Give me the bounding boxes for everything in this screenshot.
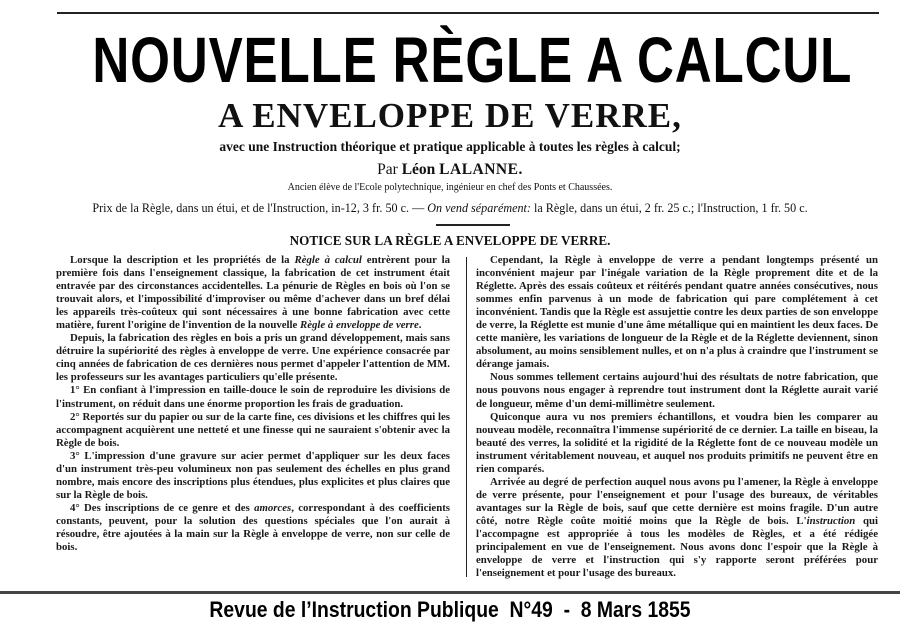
text-run-italic: instruction (806, 514, 856, 527)
left-column (56, 254, 450, 554)
text-run-italic: Règle à calcul (294, 254, 362, 266)
text-run: qui l'accompagne est appropriée à tous les modèles de Règles, et a été rédigée principalement en vue de l'enseignement. Nous avons donc l'espoir que la Règle à enveloppe de verre et l'instruction qui s'y rapporte seront préférées pour l'enseignement et pour l'usage des bureaux. (476, 514, 878, 580)
text-run-italic: Règle à enveloppe de verre (300, 319, 419, 332)
price-separate: la Règle, dans un étui, 2 fr. 25 c.; l'Instruction, 1 fr. 50 c. (534, 201, 808, 215)
paragraph: Depuis, la fabrication des règles en bois a pris un grand développement, mais sans détruire la supériorité des règles à enveloppe de verre. Une expérience consacrée par cinq années de fabrication de ces dernières nous permet d'appeler l'attention de MM. les professeurs sur les avantages particuliers qu'elle présente. (56, 332, 450, 384)
right-column (476, 254, 878, 580)
paragraph (56, 254, 450, 332)
top-rule (57, 12, 879, 14)
column-divider (466, 257, 467, 577)
text-run: , correspondant à des coefficients constants, peuvent, pour la solution des questions spéciales que l'on aurait à résoudre, être ajoutées à la main sur la Règle à enveloppe de verre, non sur celle de bois. (56, 501, 450, 554)
author-line (0, 161, 900, 179)
notice-title: NOTICE SUR LA RÈGLE A ENVELOPPE DE VERRE. (289, 234, 611, 249)
text-run: . (418, 319, 422, 332)
main-title: NOUVELLE RÈGLE A CALCUL (92, 24, 853, 96)
paragraph: 1° En confiant à l'impression en taille-douce le soin de reproduire les divisions de l'instrument, on réduit dans une énorme proportion les frais de graduation. (56, 384, 450, 410)
source-caption: Revue de l’Instruction Publique N°49 - 8 Mars 1855 (209, 597, 691, 622)
paragraph (56, 502, 450, 554)
text-run: 4° Des inscriptions de ce genre et des (70, 501, 255, 514)
text-run: Lorsque la description et les propriétés de la (70, 254, 295, 266)
paragraph (476, 476, 878, 580)
author-first-name: Léon (401, 161, 436, 178)
author-last-name: LALANNE. (439, 161, 523, 178)
sub-title: A ENVELOPPE DE VERRE, (218, 96, 682, 135)
paragraph: 2° Reportés sur du papier ou sur de la carte fine, ces divisions et les chiffres qui les accompagnent acquièrent une netteté et une finesse qui ne sauraient s'obtenir avec la Règle de bois. (56, 410, 450, 449)
paragraph: Cependant, la Règle à enveloppe de verre a pendant longtemps présenté un inconvénient majeur par l'inégale variation de la Règle proprement dite et de la Réglette. Après des essais coûteux et réitérés pendant quatre années consécutives, nous sommes enfin parvenus à un mode de fabrication qui pare complétement à cet inconvénient. Tandis que la Règle est assujettie contre les deux parties de son enveloppe de verre, la Réglette est munie d'une âme métallique qui en maintient les deux faces. De cette manière, les variations de longueur de la Règle et de la Réglette deviennent, sinon absolument, au moins sensiblement nulles, et on n'a plus à craindre que l'instrument se dérange jamais. (476, 254, 878, 371)
tagline: avec une Instruction théorique et pratique applicable à toutes les règles à calcul; (219, 139, 681, 154)
author-credentials: Ancien élève de l'Ecole polytechnique, ingénieur en chef des Ponts et Chaussées. (287, 182, 613, 193)
price-main: Prix de la Règle, dans un étui, et de l'Instruction, in-12, 3 fr. 50 c. — (92, 201, 425, 215)
paragraph: 3° L'impression d'une gravure sur acier permet d'appliquer sur les deux faces d'un instrument très-peu volumineux non pas seulement des échelles en plus grand nombre, mais encore des inscriptions plus étendues, plus explicites et plus claires que sur la Règle de bois. (56, 449, 450, 501)
paragraph: Nous sommes tellement certains aujourd'hui des résultats de notre fabrication, que nous pouvons nous engager à reprendre tout instrument dont la Réglette aurait varié de longueur, même d'un demi-millimètre seulement. (476, 371, 878, 410)
bottom-rule (0, 591, 900, 594)
author-prefix: Par (377, 161, 398, 178)
text-run: entrèrent pour la première fois dans l'enseignement classique, la fabrication de cet instrument était entravée par des circonstances accidentelles. La pénurie de Règles en bois où l'on se trouvait alors, et l'impossibilité d'improviser ou même d'achever dans un bref délai les appareils très-coûteux qui sont nécessaires à une bonne fabrication avec cette matière, furent l'origine de l'invention de la nouvelle (56, 254, 450, 332)
price-separately-label: On vend séparément: (427, 201, 531, 215)
section-rule (436, 224, 510, 226)
paragraph: Quiconque aura vu nos premiers échantillons, et voudra bien les comparer au nouveau modèle, reconnaîtra l'immense supériorité de ce dernier. La taille en biseau, la beauté des verres, la solidité et la rigidité de la Réglette font de ce nouveau modèle un instrument véritablement nouveau, et auquel nos produits primitifs ne peuvent être en rien comparés. (476, 410, 878, 475)
text-run: Arrivée au degré de perfection auquel nous avons pu l'amener, la Règle à enveloppe de verre présente, pour l'enseignement et pour l'usage des bureaux, de véritables avantages sur la Règle de bois, sauf que cette dernière est moins fragile. D'un autre côté, notre Règle coûte moitié moins que la Règle de bois. L' (476, 475, 878, 527)
price-line (14, 201, 887, 216)
text-run-italic: amorces (254, 501, 292, 514)
